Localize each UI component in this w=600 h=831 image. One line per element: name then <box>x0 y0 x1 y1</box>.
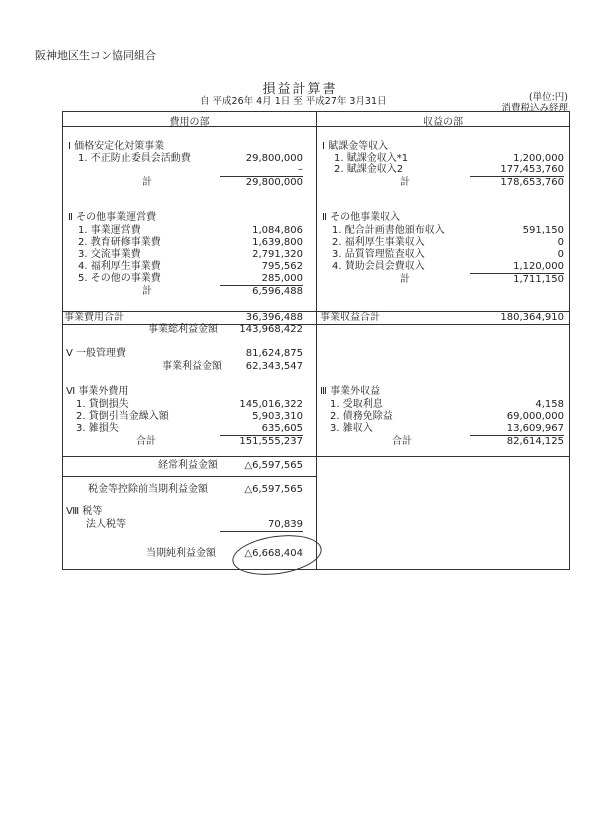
expense-header: 費用の部 <box>169 117 210 128</box>
admin-expense-value: 81,624,875 <box>245 348 303 359</box>
line-item-value: 285,000 <box>220 273 303 286</box>
subtotal-value: 178,653,760 <box>500 177 564 188</box>
section-6-title: Ⅵ 事業外費用 <box>66 386 129 397</box>
line-item-value: 69,000,000 <box>506 411 564 422</box>
row-divider <box>63 456 569 457</box>
line-item-value: 0 <box>557 249 564 260</box>
net-profit-label: 当期純利益金額 <box>146 548 216 559</box>
line-item-value: 1,200,000 <box>513 153 564 164</box>
line-item-value: – <box>220 164 303 177</box>
business-cost-total-value: 36,396,488 <box>245 312 303 323</box>
line-item-value: 795,562 <box>261 261 303 272</box>
organization-name: 阪神地区生コン協同組合 <box>35 49 156 62</box>
line-item-value: 1,120,000 <box>470 261 564 274</box>
line-item-label: 4. 賛助会員会費収入 <box>332 261 425 272</box>
subtotal-label: 合計 <box>136 436 156 447</box>
subtotal-value: 151,555,237 <box>239 436 303 447</box>
page-title: 損益計算書 <box>262 82 338 97</box>
revenue-section-1-title: Ⅰ 賦課金等収入 <box>322 141 389 152</box>
line-item-label: 2. 福利厚生事業収入 <box>332 237 425 248</box>
gross-profit-label: 事業総利益金額 <box>148 324 218 335</box>
line-item-value: 635,605 <box>220 423 303 436</box>
business-profit-value: 62,343,547 <box>245 361 303 372</box>
line-item-label: 3. 交流事業費 <box>78 249 141 260</box>
subtotal-value: 82,614,125 <box>506 436 564 447</box>
tax-note: 消費税込み経理 <box>501 103 568 114</box>
line-item-value: 591,150 <box>522 225 564 236</box>
business-income-total-label: 事業収益合計 <box>320 312 380 323</box>
line-item-value: 5,903,310 <box>252 411 303 422</box>
unit-label: (単位:円) <box>528 92 568 103</box>
fiscal-period: 自 平成26年 4月 1日 至 平成27年 3月31日 <box>200 96 387 107</box>
column-divider <box>316 112 317 569</box>
line-item-label: 2. 賦課金収入2 <box>334 164 404 175</box>
subtotal-value: 29,800,000 <box>245 177 303 188</box>
business-cost-total-label: 事業費用合計 <box>64 312 124 323</box>
line-item-value: 29,800,000 <box>245 153 303 164</box>
net-profit-value: △6,668,404 <box>244 548 303 559</box>
line-item-label: 5. その他の事業費 <box>78 273 161 284</box>
line-item-label: 1. 賦課金収入*1 <box>334 153 409 164</box>
line-item-label: 2. 貸倒引当金繰入額 <box>76 411 169 422</box>
line-item-value: 1,084,806 <box>252 225 303 236</box>
line-item-label: 2. 教育研修事業費 <box>78 237 161 248</box>
subtotal-label: 計 <box>142 286 152 297</box>
business-profit-label: 事業利益金額 <box>162 361 222 372</box>
section-1-title: Ⅰ 価格安定化対策事業 <box>68 141 165 152</box>
line-item-value: 177,453,760 <box>470 164 564 177</box>
line-item-label: 3. 品質管理監査収入 <box>332 249 425 260</box>
line-item-label: 1. 受取利息 <box>330 399 383 410</box>
line-item-value: 0 <box>557 237 564 248</box>
pretax-profit-value: △6,597,565 <box>244 484 303 495</box>
section-2-title: Ⅱ その他事業運営費 <box>68 212 157 223</box>
row-divider <box>63 476 316 477</box>
line-item-label: 2. 債務免除益 <box>330 411 393 422</box>
subtotal-label: 合計 <box>392 436 412 447</box>
ordinary-profit-label: 経常利益金額 <box>158 460 218 471</box>
gross-profit-value: 143,968,422 <box>239 324 303 335</box>
line-item-value: 2,791,320 <box>252 249 303 260</box>
revenue-section-3-title: Ⅲ 事業外収益 <box>320 386 381 397</box>
corporate-tax-label: 法人税等 <box>86 519 126 530</box>
section-8-title: Ⅷ 税等 <box>66 506 103 517</box>
line-item-value: 145,016,322 <box>239 399 303 410</box>
subtotal-label: 計 <box>400 274 410 285</box>
ordinary-profit-value: △6,597,565 <box>244 460 303 471</box>
line-item-label: 1. 貸倒損失 <box>76 399 129 410</box>
subtotal-label: 計 <box>400 177 410 188</box>
row-divider <box>63 324 569 325</box>
revenue-header: 収益の部 <box>423 117 463 128</box>
line-item-label: 3. 雑収入 <box>330 423 373 434</box>
line-item-label: 1. 配合計画書他頒布収入 <box>332 225 445 236</box>
subtotal-label: 計 <box>142 177 152 188</box>
revenue-section-2-title: Ⅱ その他事業収入 <box>322 212 401 223</box>
line-item-label: 4. 福利厚生事業費 <box>78 261 161 272</box>
line-item-value: 1,639,800 <box>252 237 303 248</box>
line-item-label: 1. 不正防止委員会活動費 <box>78 153 191 164</box>
subtotal-value: 1,711,150 <box>513 274 564 285</box>
line-item-value: 13,609,967 <box>470 423 564 436</box>
corporate-tax-value: 70,839 <box>220 519 303 532</box>
line-item-label: 3. 雑損失 <box>76 423 119 434</box>
admin-expense-label: Ⅴ 一般管理費 <box>66 348 127 359</box>
subtotal-value: 6,596,488 <box>252 286 303 297</box>
line-item-label: 1. 事業運営費 <box>78 225 141 236</box>
business-income-total-value: 180,364,910 <box>500 312 564 323</box>
pretax-profit-label: 税金等控除前当期利益金額 <box>88 484 208 495</box>
line-item-value: 4,158 <box>535 399 564 410</box>
